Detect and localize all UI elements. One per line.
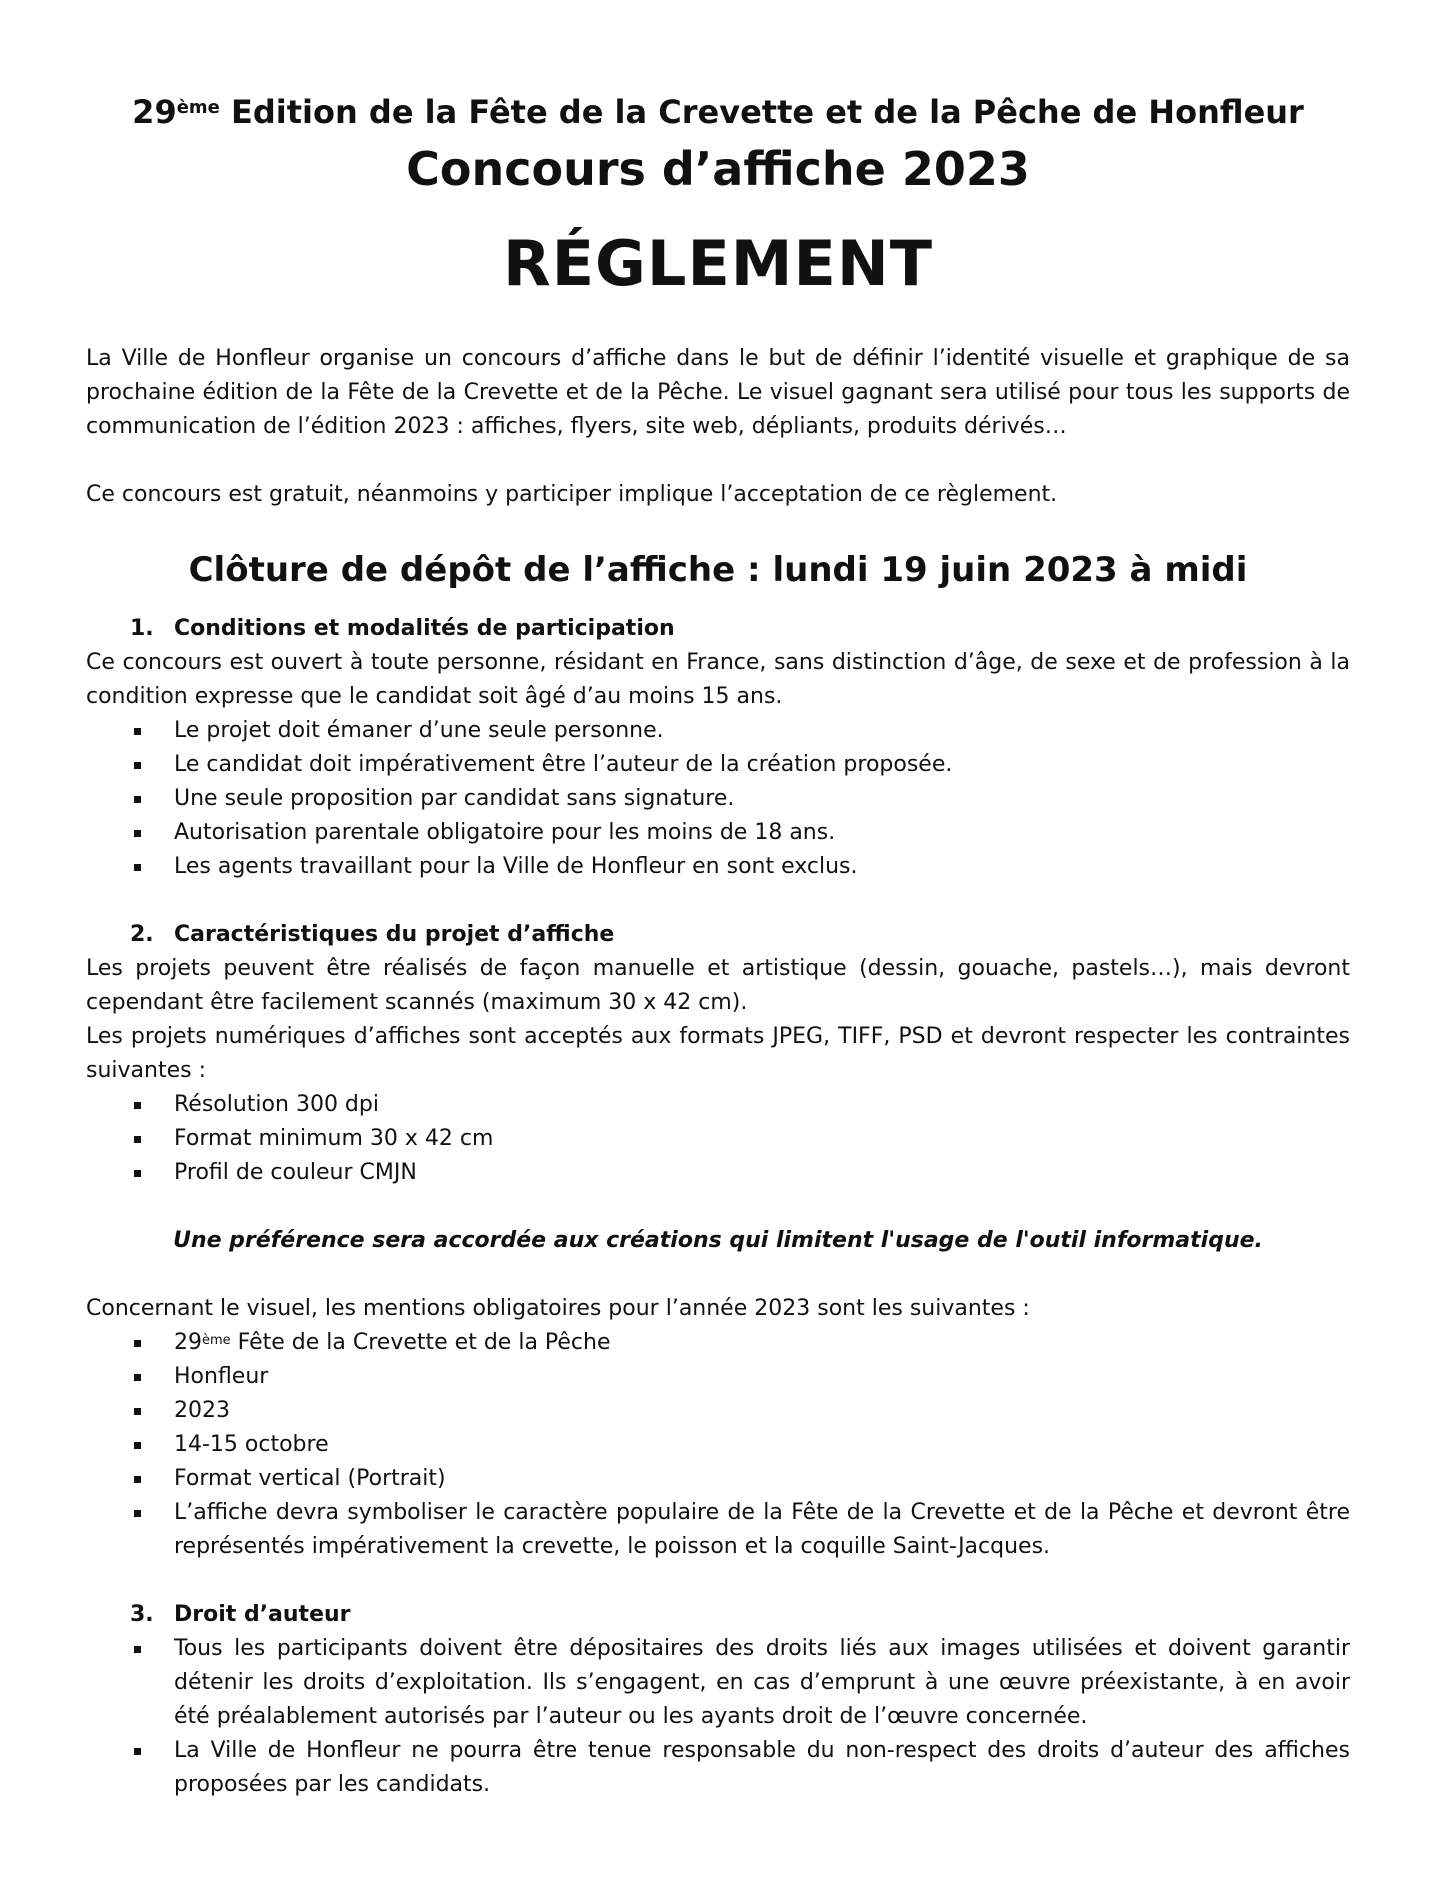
list-item: Le candidat doit impérativement être l’auteur de la création proposée. [86, 748, 1350, 782]
list-item: 29ème Fête de la Crevette et de la Pêche [86, 1326, 1350, 1360]
square-bullet-icon [134, 728, 141, 735]
section-3-title [86, 1598, 1350, 1632]
section-1-title-text: Conditions et modalités de participation [174, 616, 675, 641]
reglement-heading: RÉGLEMENT [502, 227, 934, 300]
mentions-intro: Concernant le visuel, les mentions obligatoires pour l’année 2023 sont les suivantes : [86, 1296, 1030, 1321]
list-item: Honfleur [86, 1360, 1350, 1394]
square-bullet-icon [134, 1170, 141, 1177]
section-1-number: 1. [130, 616, 154, 641]
list-item: Format vertical (Portrait) [86, 1462, 1350, 1496]
concours-heading: Concours d’affiche 2023 [406, 142, 1030, 196]
section-1-text: Ce concours est ouvert à toute personne, résidant en France, sans distinction d’âge, de sexe et de profession à la condition expresse que le candidat soit âgé d’au moins 15 ans. [86, 650, 1350, 709]
section-1-bullet-list [86, 714, 1350, 884]
cloture-heading: Clôture de dépôt de l’affiche : lundi 19 juin 2023 à midi [188, 550, 1248, 590]
section-2-text-1: Les projets peuvent être réalisés de façon manuelle et artistique (dessin, gouache, pastels…), mais devront cependant être facilement scannés (maximum 30 x 42 cm). [86, 956, 1350, 1015]
square-bullet-icon [134, 1476, 141, 1483]
list-item: La Ville de Honfleur ne pourra être tenue responsable du non-respect des droits d’auteur des affiches proposées par les candidats. [86, 1734, 1350, 1802]
intro-free-paragraph: Ce concours est gratuit, néanmoins y participer implique l’acceptation de ce règlement. [86, 482, 1058, 507]
preference-emphasis: Une préférence sera accordée aux créations qui limitent l'usage de l'outil informatique. [173, 1228, 1263, 1253]
square-bullet-icon [134, 762, 141, 769]
section-3-number: 3. [130, 1602, 154, 1627]
section-2-number: 2. [130, 922, 154, 947]
square-bullet-icon [134, 1374, 141, 1381]
edition-superscript: ème [176, 97, 220, 118]
section-2-text-2: Les projets numériques d’affiches sont acceptés aux formats JPEG, TIFF, PSD et devront respecter les contraintes suivantes : [86, 1024, 1350, 1083]
section-1-title [86, 612, 1350, 646]
list-item: Format minimum 30 x 42 cm [86, 1122, 1350, 1156]
edition-title: Edition de la Fête de la Crevette et de la Pêche de Honfleur [219, 93, 1304, 131]
square-bullet-icon [134, 1646, 141, 1653]
square-bullet-icon [134, 864, 141, 871]
edition-number: 29 [132, 93, 177, 131]
list-item: Résolution 300 dpi [86, 1088, 1350, 1122]
square-bullet-icon [134, 1136, 141, 1143]
square-bullet-icon [134, 1102, 141, 1109]
section-3-title-text: Droit d’auteur [174, 1602, 351, 1627]
list-item: Le projet doit émaner d’une seule personne. [86, 714, 1350, 748]
square-bullet-icon [134, 830, 141, 837]
section-3-bullet-list [86, 1632, 1350, 1802]
list-item: 2023 [86, 1394, 1350, 1428]
mentions-bullet-list [86, 1326, 1350, 1564]
list-item: Autorisation parentale obligatoire pour les moins de 18 ans. [86, 816, 1350, 850]
list-item: Les agents travaillant pour la Ville de Honfleur en sont exclus. [86, 850, 1350, 884]
section-2-bullet-list [86, 1088, 1350, 1190]
list-item: 14-15 octobre [86, 1428, 1350, 1462]
square-bullet-icon [134, 1408, 141, 1415]
square-bullet-icon [134, 1748, 141, 1755]
section-2-title [86, 918, 1350, 952]
section-2-title-text: Caractéristiques du projet d’affiche [174, 922, 615, 947]
square-bullet-icon [134, 1340, 141, 1347]
square-bullet-icon [134, 1442, 141, 1449]
square-bullet-icon [134, 1510, 141, 1517]
edition-heading [86, 90, 1350, 134]
list-item: Profil de couleur CMJN [86, 1156, 1350, 1190]
list-item: Une seule proposition par candidat sans signature. [86, 782, 1350, 816]
square-bullet-icon [134, 796, 141, 803]
list-item: Tous les participants doivent être dépositaires des droits liés aux images utilisées et doivent garantir détenir les droits d’exploitation. Ils s’engagent, en cas d’emprunt à une œuvre préexistante, à en avoir été préalablement autorisés par l’auteur ou les ayants droit de l’œuvre concernée. [86, 1632, 1350, 1734]
list-item: L’affiche devra symboliser le caractère populaire de la Fête de la Crevette et de la Pêche et devront être représentés impérativement la crevette, le poisson et la coquille Saint-Jacques. [86, 1496, 1350, 1564]
intro-paragraph: La Ville de Honfleur organise un concours d’affiche dans le but de définir l’identité visuelle et graphique de sa prochaine édition de la Fête de la Crevette et de la Pêche. Le visuel gagnant sera utilisé pour tous les supports de communication de l’édition 2023 : affiches, flyers, site web, dépliants, produits dérivés… [86, 346, 1350, 439]
